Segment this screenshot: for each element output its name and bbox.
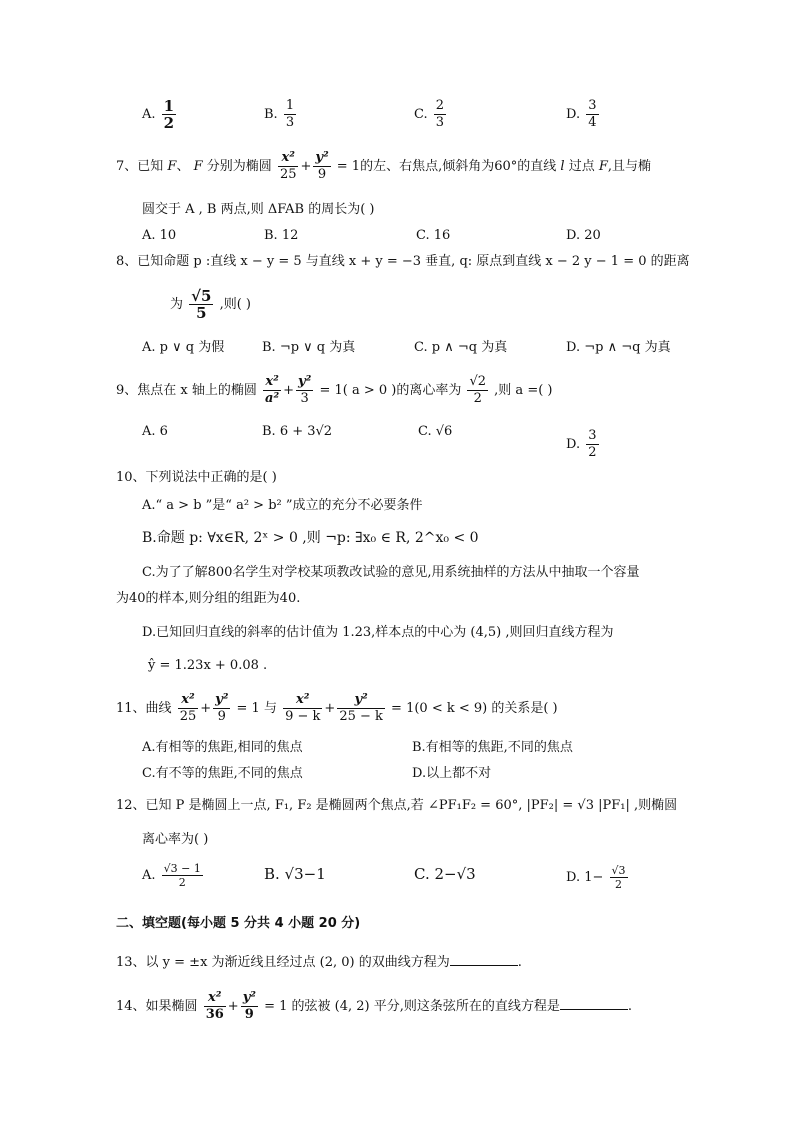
q6-option-d: D. $\frac{3}{4}$ bbox=[566, 98, 597, 130]
q7-fraction-x: $\frac{\text{x²}}{25}$ bbox=[279, 150, 297, 182]
q7-fraction-y: $\frac{\text{y²}}{9}$ bbox=[315, 150, 329, 182]
q7-option-d: D. 20 bbox=[566, 228, 601, 243]
q8-fraction: $\frac{√5}{5}$ bbox=[191, 287, 212, 322]
q9-option-a: A. 6 bbox=[142, 424, 168, 439]
q10-option-d-line2: ŷ = 1.23x + 0.08 . bbox=[148, 658, 268, 673]
q9-stem: 9、焦点在 x 轴上的椭圆 $\frac{\text{x²}}{\text{a²}}$ + $\frac{\text{y²}}{3}$ = 1( a > 0 )的离心率为 $\frac{√2}{2}$ ,则 a =( ) bbox=[116, 374, 553, 406]
q14-stem: 14、如果椭圆 $\frac{\text{x²}}{36}$ + $\frac{\text{y²}}{9}$ = 1 的弦被 (4, 2) 平分,则这条弦所在的直线方程是 . bbox=[116, 990, 632, 1022]
q11-option-a: A.有相等的焦距,相同的焦点 bbox=[142, 740, 303, 755]
q7-option-a: A. 10 bbox=[142, 228, 177, 243]
q13-answer-blank[interactable] bbox=[450, 951, 518, 966]
q9-option-d: D. $\frac{3}{2}$ bbox=[566, 428, 597, 460]
q12-option-a-fraction: $\frac{√3 - 1}{2}$ bbox=[163, 862, 201, 889]
q6-option-b: B. $\frac{1}{3}$ bbox=[264, 98, 295, 130]
q6-option-d-fraction: $\frac{3}{4}$ bbox=[588, 98, 597, 130]
q12-option-d: D. 1− $\frac{√3}{2}$ bbox=[566, 864, 626, 891]
q11-option-b: B.有相等的焦距,不同的焦点 bbox=[412, 740, 573, 755]
q11-option-d: D.以上都不对 bbox=[412, 766, 492, 781]
q8-stem-line2: 为 $\frac{√5}{5}$ ,则( ) bbox=[170, 287, 252, 322]
q11-fraction-x1: $\frac{\text{x²}}{25}$ bbox=[179, 692, 197, 724]
q10-option-a: A.“ a > b ”是“ a² > b² ”成立的充分不必要条件 bbox=[142, 498, 423, 513]
q6-option-a: A. $\frac{1}{2}$ bbox=[142, 97, 175, 132]
q11-fraction-x2: $\frac{\text{x²}}{9 - k}$ bbox=[285, 692, 321, 724]
q10-stem: 10、下列说法中正确的是( ) bbox=[116, 470, 277, 485]
q12-option-d-fraction: $\frac{√3}{2}$ bbox=[611, 864, 626, 891]
q8-option-b: B. ¬p ∨ q 为真 bbox=[262, 340, 356, 355]
q9-fraction-y: $\frac{\text{y²}}{3}$ bbox=[298, 374, 312, 406]
q14-answer-blank[interactable] bbox=[560, 995, 628, 1010]
q7-stem: 7、已知 F、 F 分别为椭圆 $\frac{\text{x²}}{25}$ + $\frac{\text{y²}}{9}$ = 1的左、右焦点,倾斜角为60°的直线 l 过点 F,且与椭 bbox=[116, 150, 652, 182]
section-heading-fill-blank: 二、填空题(每小题 5 分共 4 小题 20 分) bbox=[116, 916, 361, 931]
q14-fraction-y: $\frac{\text{y²}}{9}$ bbox=[242, 990, 256, 1022]
q11-option-c: C.有不等的焦距,不同的焦点 bbox=[142, 766, 303, 781]
q6-option-b-fraction: $\frac{1}{3}$ bbox=[285, 98, 295, 130]
q9-option-d-fraction: $\frac{3}{2}$ bbox=[588, 428, 597, 460]
q6-option-c: C. $\frac{2}{3}$ bbox=[414, 98, 445, 130]
q9-fraction-x: $\frac{\text{x²}}{\text{a²}}$ bbox=[265, 374, 280, 406]
q10-option-d: D.已知回归直线的斜率的估计值为 1.23,样本点的中心为 (4,5) ,则回归直线方程为 bbox=[142, 625, 614, 640]
q13-stem: 13、以 y = ±x 为渐近线且经过点 (2, 0) 的双曲线方程为 . bbox=[116, 951, 522, 973]
q12-option-a: A. $\frac{√3 - 1}{2}$ bbox=[142, 862, 201, 889]
q9-option-c: C. √6 bbox=[418, 424, 453, 439]
q12-option-c: C. 2−√3 bbox=[414, 865, 476, 883]
q9-option-b: B. 6 + 3√2 bbox=[262, 424, 333, 439]
q11-fraction-y1: $\frac{\text{y²}}{9}$ bbox=[215, 692, 229, 724]
q10-option-c: C.为了了解800名学生对学校某项教改试验的意见,用系统抽样的方法从中抽取一个容量 bbox=[142, 565, 640, 580]
q8-stem: 8、已知命题 p :直线 x − y = 5 与直线 x + y = −3 垂直, q: 原点到直线 x − 2 y − 1 = 0 的距离 bbox=[116, 254, 690, 269]
q6-option-a-fraction: $\frac{1}{2}$ bbox=[163, 97, 175, 132]
q12-option-b: B. √3−1 bbox=[264, 865, 326, 883]
q11-stem: 11、曲线 $\frac{\text{x²}}{25}$ + $\frac{\text{y²}}{9}$ = 1 与 $\frac{\text{x²}}{9 - k}$ + $\frac{\text{y²}}{25 - k}$ = 1(0 < k < 9) 的关系是( ) bbox=[116, 692, 558, 724]
q11-fraction-y2: $\frac{\text{y²}}{25 - k}$ bbox=[339, 692, 383, 724]
q7-option-b: B. 12 bbox=[264, 228, 299, 243]
q8-option-c: C. p ∧ ¬q 为真 bbox=[414, 340, 508, 355]
q10-option-b: B.命题 p: ∀x∈R, 2ˣ > 0 ,则 ¬p: ∃x₀ ∈ R, 2^x₀ < 0 bbox=[142, 530, 479, 546]
q12-stem: 12、已知 P 是椭圆上一点, F₁, F₂ 是椭圆两个焦点,若 ∠PF₁F₂ = 60°, |PF₂| = √3 |PF₁| ,则椭圆 bbox=[116, 798, 678, 813]
q7-stem-line2: 圆交于 A , B 两点,则 ΔFAB 的周长为( ) bbox=[142, 202, 375, 217]
q8-option-a: A. p ∨ q 为假 bbox=[142, 340, 225, 355]
q12-stem-line2: 离心率为( ) bbox=[142, 832, 209, 847]
q8-option-d: D. ¬p ∧ ¬q 为真 bbox=[566, 340, 671, 355]
q14-fraction-x: $\frac{\text{x²}}{36}$ bbox=[205, 990, 224, 1022]
q9-eccentricity-fraction: $\frac{√2}{2}$ bbox=[469, 374, 487, 406]
q6-option-c-fraction: $\frac{2}{3}$ bbox=[435, 98, 445, 130]
q10-option-c-line2: 为40的样本,则分组的组距为40. bbox=[116, 591, 301, 606]
q7-option-c: C. 16 bbox=[416, 228, 451, 243]
